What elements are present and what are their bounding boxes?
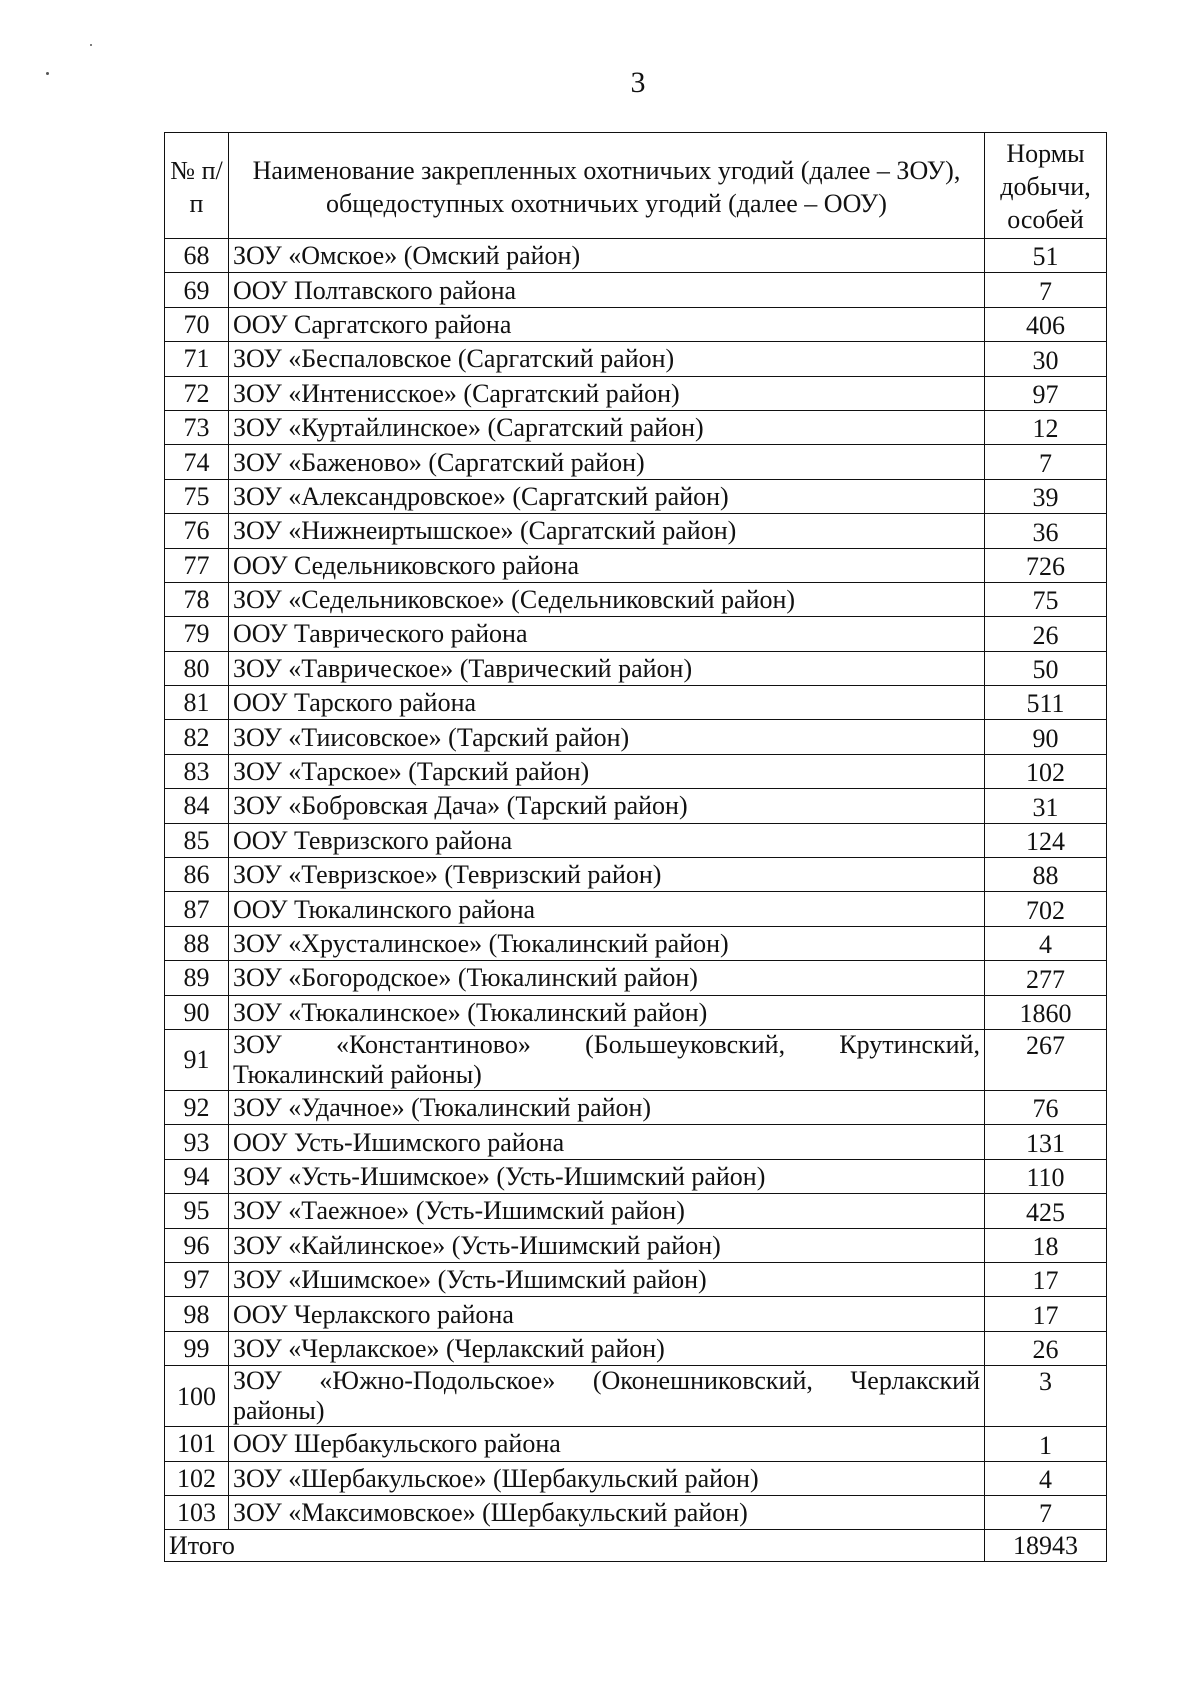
table-row: [165, 1427, 1107, 1461]
row-quota: 1860: [985, 995, 1107, 1029]
header-name: Наименование закрепленных охотничьих угодий (далее – ЗОУ), общедоступных охотничьих угодий (далее – ООУ): [229, 133, 985, 239]
row-area-name: ЗОУ «Седельниковское» (Седельниковский район): [229, 582, 985, 616]
row-area-name: ЗОУ «Хрусталинское» (Тюкалинский район): [229, 926, 985, 960]
row-quota: 277: [985, 961, 1107, 995]
row-number: 70: [165, 307, 229, 341]
table-row: [165, 617, 1107, 651]
row-quota: 110: [985, 1159, 1107, 1193]
table-row: [165, 995, 1107, 1029]
row-number: 78: [165, 582, 229, 616]
row-number: 84: [165, 789, 229, 823]
row-area-name: ООУ Черлакского района: [229, 1297, 985, 1331]
table-row: [165, 1194, 1107, 1228]
page-number: 3: [630, 66, 646, 99]
table-row: [165, 1262, 1107, 1296]
table-row: [165, 926, 1107, 960]
row-quota: 131: [985, 1125, 1107, 1159]
table-row: [165, 1297, 1107, 1331]
row-area-name: ЗОУ «Нижнеиртышское» (Саргатский район): [229, 514, 985, 548]
row-number: 98: [165, 1297, 229, 1331]
row-area-name: ЗОУ «Тевризское» (Тевризский район): [229, 858, 985, 892]
table-row: [165, 479, 1107, 513]
row-quota: 511: [985, 686, 1107, 720]
row-number: 77: [165, 548, 229, 582]
table-row: [165, 1029, 1107, 1090]
table-row: [165, 445, 1107, 479]
row-quota: 3: [985, 1366, 1107, 1427]
row-number: 71: [165, 342, 229, 376]
row-number: 81: [165, 686, 229, 720]
row-quota: 702: [985, 892, 1107, 926]
total-value: 18943: [985, 1530, 1107, 1562]
row-quota: 17: [985, 1262, 1107, 1296]
total-label: Итого: [165, 1530, 985, 1562]
row-number: 96: [165, 1228, 229, 1262]
row-number: 94: [165, 1159, 229, 1193]
row-number: 103: [165, 1495, 229, 1529]
row-area-name: ООУ Седельниковского района: [229, 548, 985, 582]
row-number: 73: [165, 410, 229, 444]
row-number: 101: [165, 1427, 229, 1461]
row-quota: 75: [985, 582, 1107, 616]
row-area-name: ЗОУ «Усть-Ишимское» (Усть-Ишимский район): [229, 1159, 985, 1193]
row-quota: 51: [985, 239, 1107, 273]
row-number: 80: [165, 651, 229, 685]
row-area-name: ЗОУ «Куртайлинское» (Саргатский район): [229, 410, 985, 444]
row-quota: 30: [985, 342, 1107, 376]
scan-speck: [46, 72, 49, 75]
row-number: 82: [165, 720, 229, 754]
table-row: [165, 720, 1107, 754]
row-area-name: ЗОУ «Бобровская Дача» (Тарский район): [229, 789, 985, 823]
table-row: [165, 686, 1107, 720]
row-area-name: ЗОУ «Кайлинское» (Усть-Ишимский район): [229, 1228, 985, 1262]
row-number: 68: [165, 239, 229, 273]
row-number: 83: [165, 754, 229, 788]
table-row: [165, 651, 1107, 685]
row-area-name: ЗОУ «Баженово» (Саргатский район): [229, 445, 985, 479]
row-number: 102: [165, 1461, 229, 1495]
row-area-name: ООУ Таврического района: [229, 617, 985, 651]
row-number: 88: [165, 926, 229, 960]
row-area-name: ЗОУ «Черлакское» (Черлакский район): [229, 1331, 985, 1365]
row-area-name: ООУ Полтавского района: [229, 273, 985, 307]
table-row: [165, 342, 1107, 376]
table-footer: [165, 1530, 1107, 1562]
row-quota: 1: [985, 1427, 1107, 1461]
row-number: 89: [165, 961, 229, 995]
row-quota: 425: [985, 1194, 1107, 1228]
row-area-name: ЗОУ «Тюкалинское» (Тюкалинский район): [229, 995, 985, 1029]
row-area-name: ЗОУ «Беспаловское (Саргатский район): [229, 342, 985, 376]
row-number: 95: [165, 1194, 229, 1228]
row-quota: 90: [985, 720, 1107, 754]
row-quota: 102: [985, 754, 1107, 788]
row-number: 99: [165, 1331, 229, 1365]
table-row: [165, 858, 1107, 892]
row-number: 74: [165, 445, 229, 479]
row-quota: 76: [985, 1090, 1107, 1124]
row-area-name: ООУ Тевризского района: [229, 823, 985, 857]
table-row: [165, 823, 1107, 857]
row-quota: 7: [985, 273, 1107, 307]
row-number: 75: [165, 479, 229, 513]
row-area-name: ЗОУ «Ишимское» (Усть-Ишимский район): [229, 1262, 985, 1296]
row-quota: 97: [985, 376, 1107, 410]
table-row: [165, 1495, 1107, 1529]
row-number: 100: [165, 1366, 229, 1427]
row-number: 79: [165, 617, 229, 651]
row-area-name: ЗОУ «Шербакульское» (Шербакульский район): [229, 1461, 985, 1495]
table-row: [165, 307, 1107, 341]
table-row: [165, 514, 1107, 548]
table-header: [165, 133, 1107, 239]
row-number: 90: [165, 995, 229, 1029]
row-quota: 88: [985, 858, 1107, 892]
row-quota: 7: [985, 445, 1107, 479]
row-quota: 50: [985, 651, 1107, 685]
row-area-name: ЗОУ «Богородское» (Тюкалинский район): [229, 961, 985, 995]
row-area-name: ЗОУ «Таежное» (Усть-Ишимский район): [229, 1194, 985, 1228]
row-area-name: ЗОУ «Александровское» (Саргатский район): [229, 479, 985, 513]
row-area-name: ЗОУ «Тарское» (Тарский район): [229, 754, 985, 788]
header-row: [165, 133, 1107, 239]
row-number: 85: [165, 823, 229, 857]
row-number: 91: [165, 1029, 229, 1090]
row-quota: 7: [985, 1495, 1107, 1529]
row-quota: 4: [985, 926, 1107, 960]
table-row: [165, 582, 1107, 616]
table-row: [165, 1228, 1107, 1262]
table-row: [165, 1090, 1107, 1124]
row-number: 76: [165, 514, 229, 548]
row-quota: 17: [985, 1297, 1107, 1331]
row-quota: 31: [985, 789, 1107, 823]
table-row: [165, 1159, 1107, 1193]
row-area-name: ЗОУ «Интенисское» (Саргатский район): [229, 376, 985, 410]
row-number: 87: [165, 892, 229, 926]
row-quota: 726: [985, 548, 1107, 582]
row-area-name: ЗОУ «Константиново» (Большеуковский, Крутинский, Тюкалинский районы): [229, 1029, 985, 1090]
row-quota: 12: [985, 410, 1107, 444]
row-area-name: ЗОУ «Таврическое» (Таврический район): [229, 651, 985, 685]
table-row: [165, 789, 1107, 823]
table-row: [165, 1366, 1107, 1427]
row-area-name: ООУ Усть-Ишимского района: [229, 1125, 985, 1159]
row-quota: 406: [985, 307, 1107, 341]
row-quota: 26: [985, 1331, 1107, 1365]
row-area-name: ЗОУ «Удачное» (Тюкалинский район): [229, 1090, 985, 1124]
row-number: 69: [165, 273, 229, 307]
row-number: 86: [165, 858, 229, 892]
row-number: 97: [165, 1262, 229, 1296]
row-number: 72: [165, 376, 229, 410]
row-area-name: ООУ Тарского района: [229, 686, 985, 720]
row-quota: 18: [985, 1228, 1107, 1262]
scan-speck: [90, 44, 92, 46]
table-body: [165, 239, 1107, 1530]
row-area-name: ООУ Тюкалинского района: [229, 892, 985, 926]
table-row: [165, 410, 1107, 444]
row-quota: 267: [985, 1029, 1107, 1090]
hunting-quota-table: [164, 132, 1107, 1562]
table-row: [165, 1461, 1107, 1495]
row-area-name: ООУ Шербакульского района: [229, 1427, 985, 1461]
header-norm: Нормы добычи, особей: [985, 133, 1107, 239]
header-num: № п/п: [165, 133, 229, 239]
row-area-name: ЗОУ «Тиисовское» (Тарский район): [229, 720, 985, 754]
table-row: [165, 548, 1107, 582]
table-row: [165, 273, 1107, 307]
row-quota: 4: [985, 1461, 1107, 1495]
row-quota: 39: [985, 479, 1107, 513]
row-area-name: ЗОУ «Южно-Подольское» (Оконешниковский, Черлакский районы): [229, 1366, 985, 1427]
row-area-name: ЗОУ «Максимовское» (Шербакульский район): [229, 1495, 985, 1529]
table-row: [165, 961, 1107, 995]
row-quota: 124: [985, 823, 1107, 857]
row-quota: 26: [985, 617, 1107, 651]
row-area-name: ООУ Саргатского района: [229, 307, 985, 341]
total-row: [165, 1530, 1107, 1562]
row-number: 93: [165, 1125, 229, 1159]
table-row: [165, 239, 1107, 273]
row-number: 92: [165, 1090, 229, 1124]
table-row: [165, 376, 1107, 410]
row-quota: 36: [985, 514, 1107, 548]
table-row: [165, 1125, 1107, 1159]
row-area-name: ЗОУ «Омское» (Омский район): [229, 239, 985, 273]
table-row: [165, 1331, 1107, 1365]
table-row: [165, 754, 1107, 788]
table-row: [165, 892, 1107, 926]
